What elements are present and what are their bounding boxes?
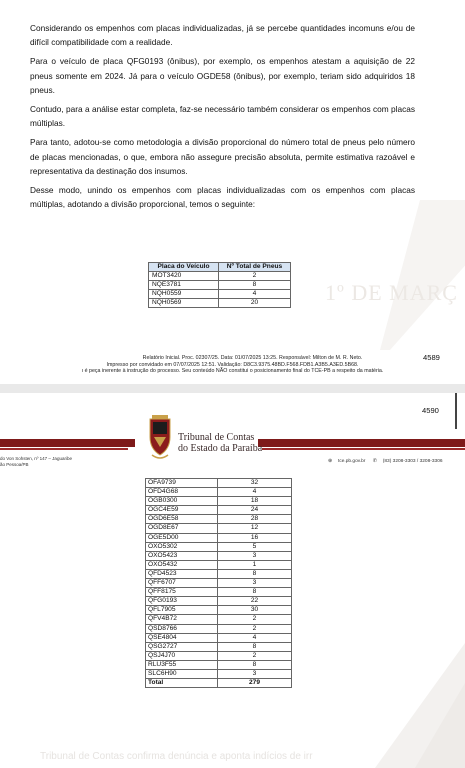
tires-cell: 4 bbox=[218, 488, 292, 497]
page-number: 4590 bbox=[422, 406, 439, 415]
plate-cell: QFF6707 bbox=[146, 579, 218, 588]
institution-line: Tribunal de Contas bbox=[178, 432, 255, 443]
tires-cell: 18 bbox=[218, 497, 292, 506]
institution-line: do Estado da Paraíba bbox=[178, 442, 263, 454]
header-band bbox=[0, 439, 135, 447]
tires-cell: 2 bbox=[218, 615, 292, 624]
table-row bbox=[146, 597, 292, 606]
tires-cell: 28 bbox=[218, 515, 292, 524]
tires-cell: 1 bbox=[218, 560, 292, 569]
address bbox=[0, 456, 72, 468]
table-row bbox=[149, 272, 291, 281]
plate-cell: OXO5432 bbox=[146, 560, 218, 569]
plate-cell: QFV4B72 bbox=[146, 615, 218, 624]
watermark-text: 1º DE MARÇ bbox=[325, 280, 458, 305]
table-row bbox=[146, 569, 292, 578]
table-row bbox=[146, 533, 292, 542]
address-line: ão Pessoa/PB bbox=[0, 462, 29, 467]
tires-cell: 8 bbox=[218, 660, 292, 669]
total-value: 279 bbox=[218, 679, 292, 688]
paragraph: Para o veículo de placa QFG0193 (ônibus), por exemplo, os empenhos atestam a aquisição de 22 pneus somente em 2024. Já para o veículo OGDE58 (ônibus), por exemplo, teriam sido adquiridos 18 pneus. bbox=[30, 56, 415, 95]
tires-cell: 5 bbox=[218, 542, 292, 551]
plate-cell: NQH0559 bbox=[149, 290, 219, 299]
plate-cell: OGD6E58 bbox=[146, 515, 218, 524]
tires-cell: 2 bbox=[218, 624, 292, 633]
plate-cell: RLU3F55 bbox=[146, 660, 218, 669]
header-band bbox=[0, 448, 128, 450]
table-header-row bbox=[149, 263, 291, 272]
header-band bbox=[258, 439, 465, 447]
plate-cell: QFG0193 bbox=[146, 597, 218, 606]
coat-of-arms-icon bbox=[148, 413, 172, 461]
column-header-tires: Nº Total de Pneus bbox=[219, 263, 291, 272]
footer-line: ı é peça inerente à instrução do processo. Seu conteúdo NÃO constitui o posicionamento final do TCE-PB a respeito da matéria. bbox=[81, 368, 384, 375]
web-icon: ⊕ bbox=[328, 459, 333, 464]
plate-cell: QSJ4J70 bbox=[146, 651, 218, 660]
table-row bbox=[146, 524, 292, 533]
faded-headline: Tribunal de Contas confirma denúncia e aponta indícios de irr bbox=[40, 751, 313, 762]
table-row bbox=[146, 660, 292, 669]
paragraph: Contudo, para a análise estar completa, faz-se necessário também considerar os empenhos com placas múltiplas. bbox=[30, 104, 415, 129]
phone-icon: ✆ bbox=[372, 459, 377, 464]
tire-table-part1 bbox=[148, 262, 291, 308]
phone: (83) 3208-3303 / 3208-3306 bbox=[382, 459, 443, 464]
table-row bbox=[146, 506, 292, 515]
tires-cell: 16 bbox=[218, 533, 292, 542]
table-row bbox=[146, 497, 292, 506]
watermark-graphic bbox=[345, 623, 465, 768]
table-row bbox=[146, 642, 292, 651]
plate-cell: OXO5302 bbox=[146, 542, 218, 551]
document-page-2 bbox=[0, 393, 465, 768]
page-divider bbox=[0, 384, 465, 393]
table-row bbox=[146, 606, 292, 615]
table-row bbox=[146, 633, 292, 642]
table-row bbox=[146, 515, 292, 524]
plate-cell: OFD4G68 bbox=[146, 488, 218, 497]
tires-cell: 8 bbox=[218, 569, 292, 578]
tires-cell: 4 bbox=[219, 290, 291, 299]
tires-cell: 4 bbox=[218, 633, 292, 642]
website: tce.pb.gov.br bbox=[338, 459, 366, 464]
plate-cell: OGC4E59 bbox=[146, 506, 218, 515]
page-number: 4589 bbox=[423, 353, 440, 362]
plate-cell: OGE5D00 bbox=[146, 533, 218, 542]
column-header-plate: Placa do Veículo bbox=[149, 263, 219, 272]
scrollbar[interactable] bbox=[455, 393, 457, 429]
table-row bbox=[146, 624, 292, 633]
table-row bbox=[146, 551, 292, 560]
footer-line: Relatório Inicial. Proc. 02307/25. Data: 01/07/2025 13:25. Responsável: Milton de M. R. Neto. bbox=[142, 355, 363, 361]
header-band bbox=[262, 448, 465, 450]
plate-cell: NQE3781 bbox=[149, 281, 219, 290]
plate-cell: QSD8766 bbox=[146, 624, 218, 633]
plate-cell: MOT3420 bbox=[149, 272, 219, 281]
table-row bbox=[146, 579, 292, 588]
plate-cell: QFL7905 bbox=[146, 606, 218, 615]
plate-cell: QFF8175 bbox=[146, 588, 218, 597]
tire-table-part2 bbox=[145, 478, 292, 688]
table-row bbox=[146, 488, 292, 497]
watermark-graphic bbox=[380, 200, 465, 350]
tires-cell: 20 bbox=[219, 299, 291, 308]
address-line: do Von Sohsten, nº 147 – Jaguaribe bbox=[0, 456, 72, 461]
body-text bbox=[30, 21, 415, 216]
tires-cell: 8 bbox=[218, 642, 292, 651]
paragraph: Desse modo, unindo os empenhos com placas individualizadas com os empenhos com placas múltiplas, adotando a divisão proporcional, temos o seguinte: bbox=[30, 185, 415, 210]
plate-cell: QSG2727 bbox=[146, 642, 218, 651]
plate-cell: OGD8E67 bbox=[146, 524, 218, 533]
institution-name bbox=[178, 433, 262, 454]
paragraph: Considerando os empenhos com placas individualizadas, já se percebe quantidades incomuns e/ou de difícil compatibilidade com a realidade. bbox=[30, 23, 415, 48]
contact-info bbox=[328, 459, 449, 464]
plate-cell: OXO5423 bbox=[146, 551, 218, 560]
table-row bbox=[146, 560, 292, 569]
table-row bbox=[146, 615, 292, 624]
tires-cell: 3 bbox=[218, 669, 292, 678]
tires-cell: 32 bbox=[218, 479, 292, 488]
tires-cell: 3 bbox=[218, 551, 292, 560]
page-footer bbox=[0, 355, 465, 375]
table-row bbox=[149, 281, 291, 290]
tires-cell: 2 bbox=[218, 651, 292, 660]
plate-cell: NQH0569 bbox=[149, 299, 219, 308]
total-label: Total bbox=[146, 679, 218, 688]
table-row bbox=[149, 299, 291, 308]
tires-cell: 24 bbox=[218, 506, 292, 515]
plate-cell: OFA9739 bbox=[146, 479, 218, 488]
tires-cell: 2 bbox=[219, 272, 291, 281]
table-row bbox=[149, 290, 291, 299]
tires-cell: 22 bbox=[218, 597, 292, 606]
table-row bbox=[146, 651, 292, 660]
footer-line: Impresso por convidado em 07/07/2025 12:51. Validação: D8C3.9375.48BD.F568.FDB1.A3B5.A3ED.5B68. bbox=[106, 361, 359, 368]
tires-cell: 3 bbox=[218, 579, 292, 588]
tires-cell: 12 bbox=[218, 524, 292, 533]
plate-cell: QFD4523 bbox=[146, 569, 218, 578]
table-row bbox=[146, 542, 292, 551]
table-row bbox=[146, 588, 292, 597]
table-total-row bbox=[146, 679, 292, 688]
plate-cell: SLC6H90 bbox=[146, 669, 218, 678]
plate-cell: QSE4804 bbox=[146, 633, 218, 642]
tires-cell: 30 bbox=[218, 606, 292, 615]
tires-cell: 8 bbox=[218, 588, 292, 597]
paragraph: Para tanto, adotou-se como metodologia a divisão proporcional do número total de pneus pelo número de placas mencionadas, o que, embora não assegure precisão absoluta, permite estimativa razoável e representativa da destinação dos insumos. bbox=[30, 137, 415, 176]
table-row bbox=[146, 669, 292, 678]
table-row bbox=[146, 479, 292, 488]
plate-cell: OGB0300 bbox=[146, 497, 218, 506]
tires-cell: 8 bbox=[219, 281, 291, 290]
